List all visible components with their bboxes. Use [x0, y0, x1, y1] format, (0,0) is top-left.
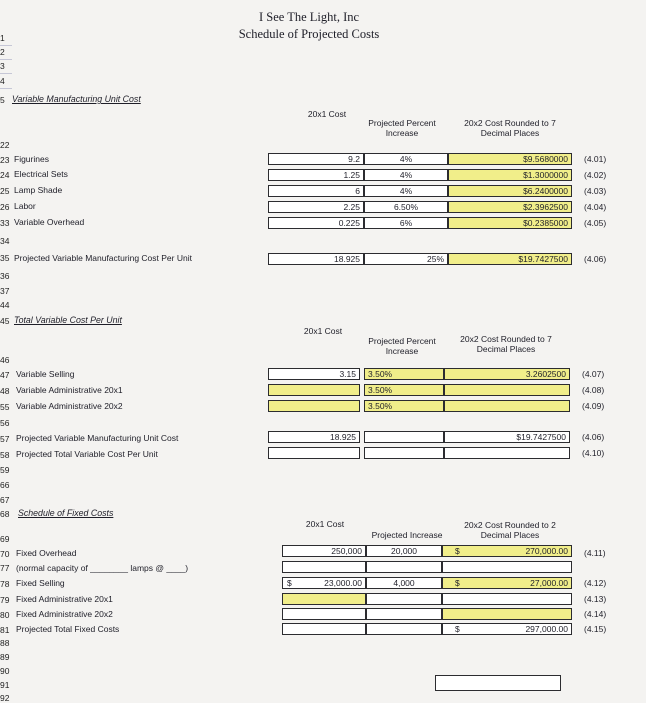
increase-cell[interactable]: 20,000: [366, 545, 442, 557]
cost-cell[interactable]: 250,000: [282, 545, 366, 557]
rounded-cost-cell[interactable]: 297,000.00: [442, 623, 572, 635]
cost-cell[interactable]: 18.925: [268, 431, 360, 443]
reference-code: (4.04): [584, 202, 607, 212]
dollar-sign: $: [455, 624, 460, 634]
row-label-normal-capacity: (normal capacity of ________ lamps @ ____): [16, 563, 189, 573]
cost-cell[interactable]: [282, 561, 366, 573]
reference-code: (4.06): [582, 432, 605, 442]
col-header-rounded-2: 20x2 Cost Rounded to 2 Decimal Places: [464, 520, 556, 540]
row-label-electrical-sets: Electrical Sets: [14, 169, 68, 179]
row-number[interactable]: 92: [0, 693, 10, 703]
rounded-cost-cell[interactable]: [442, 561, 572, 573]
cost-cell[interactable]: [268, 447, 360, 459]
col-header-percent-increase: Projected Percent Increase: [368, 336, 436, 356]
col-header-20x1-cost: 20x1 Cost: [305, 519, 345, 529]
percent-cell[interactable]: 3.50%: [364, 400, 444, 412]
row-number[interactable]: 67: [0, 495, 10, 505]
row-number[interactable]: 81: [0, 625, 10, 635]
reference-code: (4.10): [582, 448, 605, 458]
rounded-cost-cell[interactable]: 27,000.00: [442, 577, 572, 589]
row-number[interactable]: 3: [0, 61, 5, 71]
percent-cell[interactable]: 3.50%: [364, 368, 444, 380]
row-number[interactable]: 4: [0, 76, 5, 86]
row-label-variable-overhead: Variable Overhead: [14, 217, 85, 227]
row-number[interactable]: 5: [0, 95, 5, 105]
reference-code: (4.01): [584, 154, 607, 164]
row-number[interactable]: 56: [0, 418, 10, 428]
row-label-projected-total-fixed: Projected Total Fixed Costs: [16, 624, 120, 634]
row-number[interactable]: 25: [0, 186, 10, 196]
reference-code: (4.05): [584, 218, 607, 228]
rounded-cost-cell[interactable]: $0.2385000: [448, 217, 572, 229]
row-number[interactable]: 59: [0, 465, 10, 475]
section-heading-total-variable: Total Variable Cost Per Unit: [14, 315, 122, 325]
sheet-title: I See The Light, Inc: [258, 10, 360, 24]
row-number[interactable]: 78: [0, 579, 10, 589]
cost-cell[interactable]: 2.25: [268, 201, 364, 213]
rounded-cost-cell[interactable]: 3.2602500: [444, 368, 570, 380]
reference-code: (4.12): [584, 578, 607, 588]
percent-cell[interactable]: [364, 431, 444, 443]
row-number[interactable]: 89: [0, 652, 10, 662]
row-number[interactable]: 37: [0, 286, 10, 296]
rounded-cost-cell[interactable]: $19.7427500: [444, 431, 570, 443]
reference-code: (4.14): [584, 609, 607, 619]
row-label-variable-admin-20x2: Variable Administrative 20x2: [16, 401, 123, 411]
row-number[interactable]: 26: [0, 202, 10, 212]
row-number[interactable]: 45: [0, 316, 10, 326]
rounded-cost-cell[interactable]: [442, 608, 572, 620]
reference-code: (4.15): [584, 624, 607, 634]
cost-cell[interactable]: [282, 623, 366, 635]
section-heading-variable-manufacturing: Variable Manufacturing Unit Cost: [12, 94, 141, 104]
rounded-cost-cell[interactable]: $1.3000000: [448, 169, 572, 181]
col-header-20x1-cost: 20x1 Cost: [303, 326, 343, 336]
rounded-cost-cell[interactable]: [442, 593, 572, 605]
row-number[interactable]: 22: [0, 140, 10, 150]
row-label-projected-total-variable: Projected Total Variable Cost Per Unit: [16, 449, 158, 459]
row-number[interactable]: 80: [0, 610, 10, 620]
dollar-sign: $: [455, 578, 460, 588]
section-heading-fixed-costs: Schedule of Fixed Costs: [18, 508, 114, 518]
increase-cell[interactable]: [366, 623, 442, 635]
row-number[interactable]: 33: [0, 218, 10, 228]
percent-cell[interactable]: [364, 447, 444, 459]
increase-cell[interactable]: [366, 593, 442, 605]
percent-cell[interactable]: 6%: [364, 217, 448, 229]
row-number[interactable]: 68: [0, 509, 10, 519]
row-number[interactable]: 44: [0, 300, 10, 310]
row-number[interactable]: 46: [0, 355, 10, 365]
percent-cell[interactable]: 4%: [364, 169, 448, 181]
rounded-cost-cell[interactable]: [444, 384, 570, 396]
total-percent-cell[interactable]: 25%: [364, 253, 448, 265]
rounded-cost-cell[interactable]: $2.3962500: [448, 201, 572, 213]
cost-cell[interactable]: [268, 400, 360, 412]
row-number[interactable]: 2: [0, 47, 5, 57]
rounded-cost-cell[interactable]: [444, 400, 570, 412]
row-number[interactable]: 79: [0, 595, 10, 605]
percent-cell[interactable]: 4%: [364, 185, 448, 197]
cost-cell[interactable]: [268, 384, 360, 396]
cost-cell[interactable]: 6: [268, 185, 364, 197]
col-header-projected-increase: Projected Increase: [371, 530, 443, 540]
row-number[interactable]: 36: [0, 271, 10, 281]
row-number[interactable]: 90: [0, 666, 10, 676]
cost-cell[interactable]: 1.25: [268, 169, 364, 181]
reference-code: (4.07): [582, 369, 605, 379]
percent-cell[interactable]: 4%: [364, 153, 448, 165]
dollar-sign: $: [287, 578, 292, 588]
reference-code: (4.08): [582, 385, 605, 395]
row-number[interactable]: 1: [0, 33, 5, 43]
row-label-fixed-overhead: Fixed Overhead: [16, 548, 77, 558]
total-cost-cell[interactable]: 18.925: [268, 253, 364, 265]
dollar-sign: $: [455, 546, 460, 556]
sheet-subtitle: Schedule of Projected Costs: [238, 27, 380, 41]
rounded-cost-cell[interactable]: 270,000.00: [442, 545, 572, 557]
rounded-cost-cell[interactable]: $6.2400000: [448, 185, 572, 197]
cost-cell[interactable]: 0.225: [268, 217, 364, 229]
row-number[interactable]: 23: [0, 155, 10, 165]
gutter-line: [0, 88, 12, 89]
row-number[interactable]: 70: [0, 549, 10, 559]
percent-cell[interactable]: 3.50%: [364, 384, 444, 396]
row-number[interactable]: 66: [0, 480, 10, 490]
row-number[interactable]: 24: [0, 170, 10, 180]
row-number[interactable]: 57: [0, 434, 10, 444]
row-label-fixed-admin-20x2: Fixed Administrative 20x2: [16, 609, 113, 619]
row-label-labor: Labor: [14, 201, 36, 211]
percent-cell[interactable]: 6.50%: [364, 201, 448, 213]
reference-code: (4.11): [584, 548, 606, 558]
row-label-fixed-admin-20x1: Fixed Administrative 20x1: [16, 594, 113, 604]
reference-code: (4.06): [584, 254, 607, 264]
increase-cell[interactable]: [366, 561, 442, 573]
row-number[interactable]: 77: [0, 563, 10, 573]
row-number[interactable]: 48: [0, 386, 10, 396]
cost-cell[interactable]: [282, 593, 366, 605]
col-header-rounded-7: 20x2 Cost Rounded to 7 Decimal Places: [460, 334, 552, 354]
row-label-variable-selling: Variable Selling: [16, 369, 75, 379]
col-header-percent-increase: Projected Percent Increase: [368, 118, 436, 138]
row-number[interactable]: 91: [0, 680, 10, 690]
row-label-fixed-selling: Fixed Selling: [16, 578, 65, 588]
rounded-cost-cell[interactable]: $9.5680000: [448, 153, 572, 165]
gutter-line: [0, 59, 12, 60]
reference-code: (4.03): [584, 186, 607, 196]
row-number[interactable]: 55: [0, 402, 10, 412]
empty-cell[interactable]: [435, 675, 561, 691]
total-rounded-cell[interactable]: $19.7427500: [448, 253, 572, 265]
reference-code: (4.09): [582, 401, 605, 411]
gutter-line: [0, 45, 12, 46]
gutter-line: [0, 73, 12, 74]
rounded-cost-cell[interactable]: [444, 447, 570, 459]
row-label-figurines: Figurines: [14, 154, 49, 164]
increase-cell[interactable]: 4,000: [366, 577, 442, 589]
row-label-lamp-shade: Lamp Shade: [14, 185, 63, 195]
cost-cell[interactable]: 9.2: [268, 153, 364, 165]
cost-cell[interactable]: 23,000.00: [282, 577, 366, 589]
row-number[interactable]: 34: [0, 236, 10, 246]
row-number[interactable]: 69: [0, 534, 10, 544]
reference-code: (4.02): [584, 170, 607, 180]
row-number[interactable]: 35: [0, 253, 10, 263]
row-label-projected-variable-mfg-unit-cost: Projected Variable Manufacturing Unit Cost: [16, 433, 179, 443]
row-number[interactable]: 58: [0, 450, 10, 460]
row-label-variable-admin-20x1: Variable Administrative 20x1: [16, 385, 123, 395]
cost-cell[interactable]: 3.15: [268, 368, 360, 380]
col-header-rounded-7: 20x2 Cost Rounded to 7 Decimal Places: [464, 118, 556, 138]
row-number[interactable]: 88: [0, 638, 10, 648]
row-label-projected-variable-mfg-cost: Projected Variable Manufacturing Cost Per Unit: [14, 253, 192, 263]
row-number[interactable]: 47: [0, 370, 10, 380]
col-header-20x1-cost: 20x1 Cost: [307, 109, 347, 119]
increase-cell[interactable]: [366, 608, 442, 620]
cost-cell[interactable]: [282, 608, 366, 620]
reference-code: (4.13): [584, 594, 607, 604]
